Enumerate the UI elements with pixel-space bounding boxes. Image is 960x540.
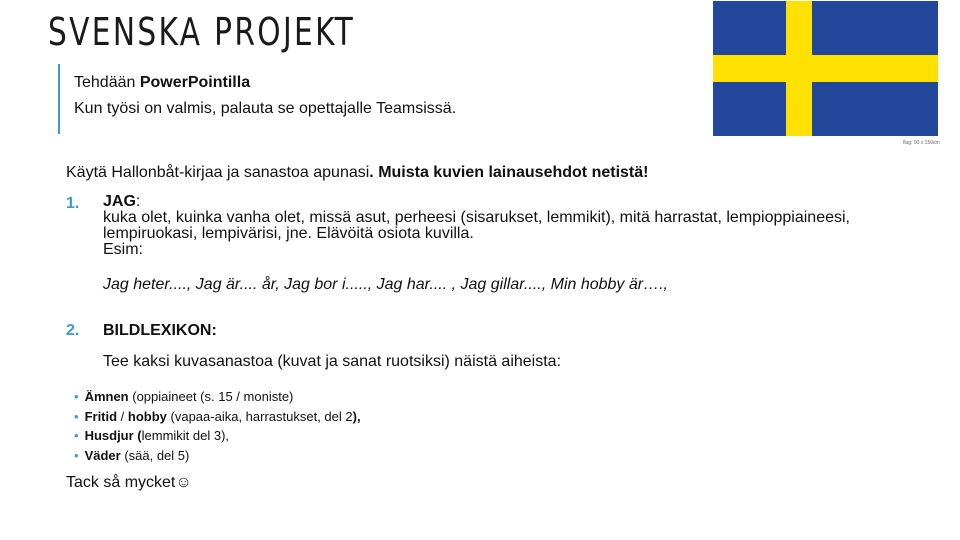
topic-item: • Ämnen (oppiaineet (s. 15 / moniste) (74, 389, 294, 404)
topic-item: • Väder (sää, del 5) (74, 447, 190, 463)
bullet-icon: • (74, 428, 79, 443)
jag-heading: JAG: (103, 193, 141, 210)
bildlexikon-heading: BILDLEXIKON: (103, 322, 217, 339)
jag-example: Jag heter...., Jag är.... år, Jag bor i....., Jag har.... , Jag gillar...., Min hobby är…., (103, 276, 668, 293)
bullet-icon: • (74, 389, 79, 404)
topic-list (74, 387, 361, 465)
intro-text: Käytä Hallonbåt-kirjaa ja sanastoa apunasi. Muista kuvien lainausehdot netistä! (66, 164, 649, 181)
smiley-icon: ☺ (175, 474, 192, 491)
swedish-flag-image (713, 1, 938, 136)
topic-item: • Fritid / hobby (vapaa-aika, harrastukset, del 2), (74, 408, 361, 424)
list-number-1: 1. (66, 195, 80, 212)
thanks-text: Tack så mycket☺ (66, 474, 192, 491)
callout-line-1: Tehdään PowerPointilla (74, 74, 251, 91)
jag-body: kuka olet, kuinka vanha olet, missä asut, perheesi (sisarukset, lemmikit), mitä harrastat, lempioppiaineesi, lempiruokasi, lempivärisi, jne. Elävöitä osiota kuvilla. (103, 209, 850, 242)
jag-esim: Esim: (103, 241, 143, 258)
instruction-callout (58, 64, 658, 134)
bildlexikon-description: Tee kaksi kuvasanastoa (kuvat ja sanat ruotsiksi) näistä aiheista: (103, 353, 562, 370)
topic-item: • Husdjur (lemmikit del 3), (74, 428, 230, 443)
bullet-icon: • (74, 408, 79, 424)
flag-caption: flag: 90 x 150cm (903, 140, 940, 146)
callout-line-2: Kun työsi on valmis, palauta se opettajalle Teamsissä. (74, 100, 457, 117)
bullet-icon: • (74, 447, 79, 463)
list-number-2: 2. (66, 322, 80, 339)
jag-section (103, 194, 863, 258)
slide-title: SVENSKA PROJEKT (48, 10, 356, 54)
